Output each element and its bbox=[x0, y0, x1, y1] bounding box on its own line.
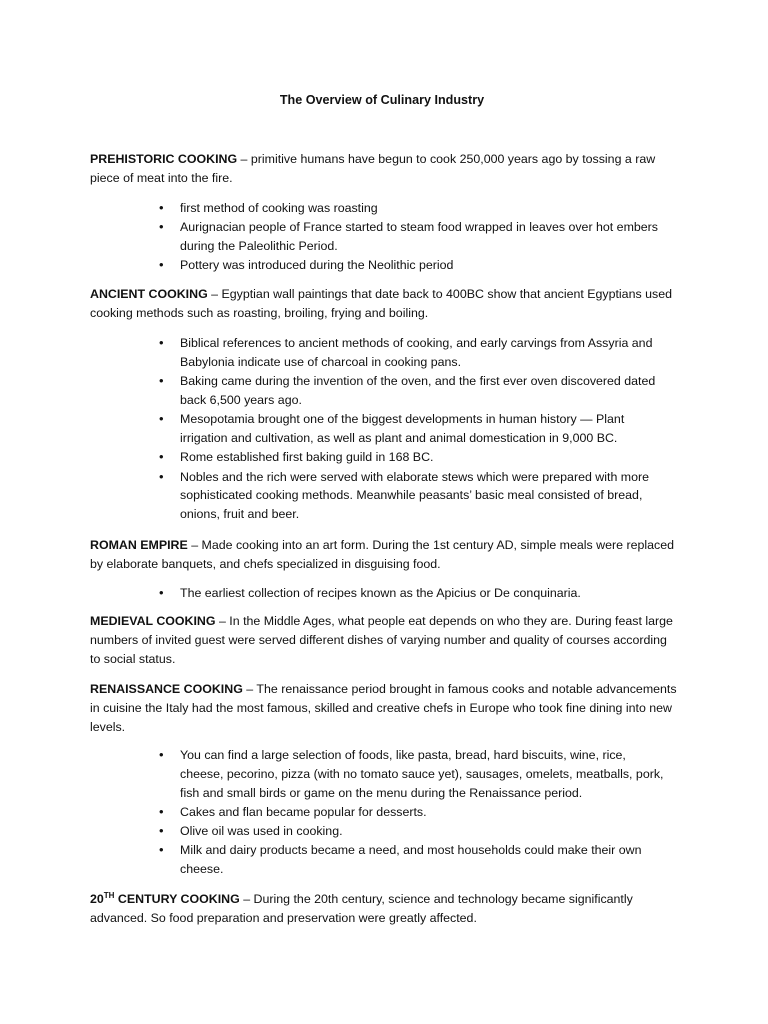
section-heading: PREHISTORIC COOKING bbox=[90, 152, 238, 166]
section-heading: RENAISSANCE COOKING bbox=[90, 682, 243, 696]
list-item: • Olive oil was used in cooking. bbox=[90, 822, 670, 841]
bullet-icon: • bbox=[159, 411, 164, 427]
bullet-icon: • bbox=[159, 747, 164, 762]
section-heading: ROMAN EMPIRE bbox=[90, 538, 188, 552]
bullet-icon: • bbox=[159, 823, 164, 839]
section-ancient bbox=[90, 285, 680, 323]
bullet-icon: • bbox=[159, 335, 164, 350]
section-heading: 20TH CENTURY COOKING bbox=[90, 891, 240, 906]
bullet-icon: • bbox=[159, 449, 164, 465]
bullet-icon: • bbox=[159, 803, 164, 819]
section-heading: MEDIEVAL COOKING bbox=[90, 614, 216, 628]
bullet-list-ancient bbox=[90, 334, 680, 524]
list-item: • first method of cooking was roasting bbox=[90, 199, 670, 218]
list-item: • The earliest collection of recipes known as the Apicius or De conquinaria. bbox=[90, 584, 670, 603]
list-item: • Biblical references to ancient methods of cooking, and early carvings from Assyria and Babylonia indicate use of charcoal in cooking pans. bbox=[159, 335, 653, 369]
section-20th-century bbox=[90, 890, 680, 928]
bullet-icon: • bbox=[159, 468, 164, 484]
list-item: • You can find a large selection of foods, like pasta, bread, hard biscuits, wine, rice, cheese, pecorino, pizza (with no tomato sauce yet), sausages, omelets, meatballs, pork, fish and small birds or game on the menu during the Renaissance period. bbox=[159, 747, 664, 800]
bullet-icon: • bbox=[159, 219, 164, 235]
list-item: • Milk and dairy products became a need, and most households could make their own cheese. bbox=[159, 842, 642, 877]
bullet-icon: • bbox=[159, 842, 164, 858]
bullet-icon: • bbox=[159, 373, 164, 389]
list-item: • Rome established first baking guild in 168 BC. bbox=[90, 448, 670, 467]
section-heading: ANCIENT COOKING bbox=[90, 287, 208, 301]
section-text: – primitive humans have begun to cook 250,000 years ago by tossing a raw piece of meat into the fire. bbox=[90, 152, 656, 185]
list-item: • Nobles and the rich were served with elaborate stews which were prepared with more sophisticated cooking methods. Meanwhile peasants’ basic meal consisted of bread, onions, fruit and beer. bbox=[159, 468, 650, 522]
section-text: – In the Middle Ages, what people eat depends on who they are. During feast large numbers of invited guest were served different dishes of varying number and quality of courses according to social status. bbox=[90, 614, 673, 666]
bullet-list-prehistoric bbox=[90, 199, 680, 276]
section-roman-empire bbox=[90, 536, 680, 574]
section-text: – Egyptian wall paintings that date back to 400BC show that ancient Egyptians used cooking methods such as roasting, broiling, frying and boiling. bbox=[90, 287, 672, 320]
section-text: – During the 20th century, science and technology became significantly advanced. So food preparation and preservation were greatly affected. bbox=[90, 892, 633, 925]
section-text: – Made cooking into an art form. During the 1st century AD, simple meals were replaced by elaborate banquets, and chefs specialized in disguising food. bbox=[90, 538, 674, 571]
list-item: • Aurignacian people of France started to steam food wrapped in leaves over hot embers during the Paleolithic Period. bbox=[159, 219, 659, 254]
list-item: • Mesopotamia brought one of the biggest developments in human history — Plant irrigation and cultivation, as well as plant and animal domestication in 9,000 BC. bbox=[159, 411, 625, 445]
section-renaissance bbox=[90, 680, 680, 736]
list-item: • Cakes and flan became popular for desserts. bbox=[90, 803, 670, 822]
bullet-list-renaissance bbox=[90, 746, 680, 880]
bullet-icon: • bbox=[159, 257, 164, 273]
document-title: The Overview of Culinary Industry bbox=[279, 93, 485, 107]
section-text: – The renaissance period brought in famous cooks and notable advancements in cuisine the Italy had the most famous, skilled and creative chefs in Europe who took fine dining into new levels. bbox=[90, 682, 677, 734]
section-prehistoric bbox=[90, 150, 680, 188]
section-medieval bbox=[90, 612, 680, 668]
bullet-list-roman-empire bbox=[90, 584, 680, 603]
bullet-icon: • bbox=[159, 200, 164, 215]
list-item: • Pottery was introduced during the Neolithic period bbox=[90, 256, 670, 275]
list-item: • Baking came during the invention of the oven, and the first ever oven discovered dated back 6,500 years ago. bbox=[159, 373, 656, 407]
bullet-icon: • bbox=[159, 585, 164, 600]
